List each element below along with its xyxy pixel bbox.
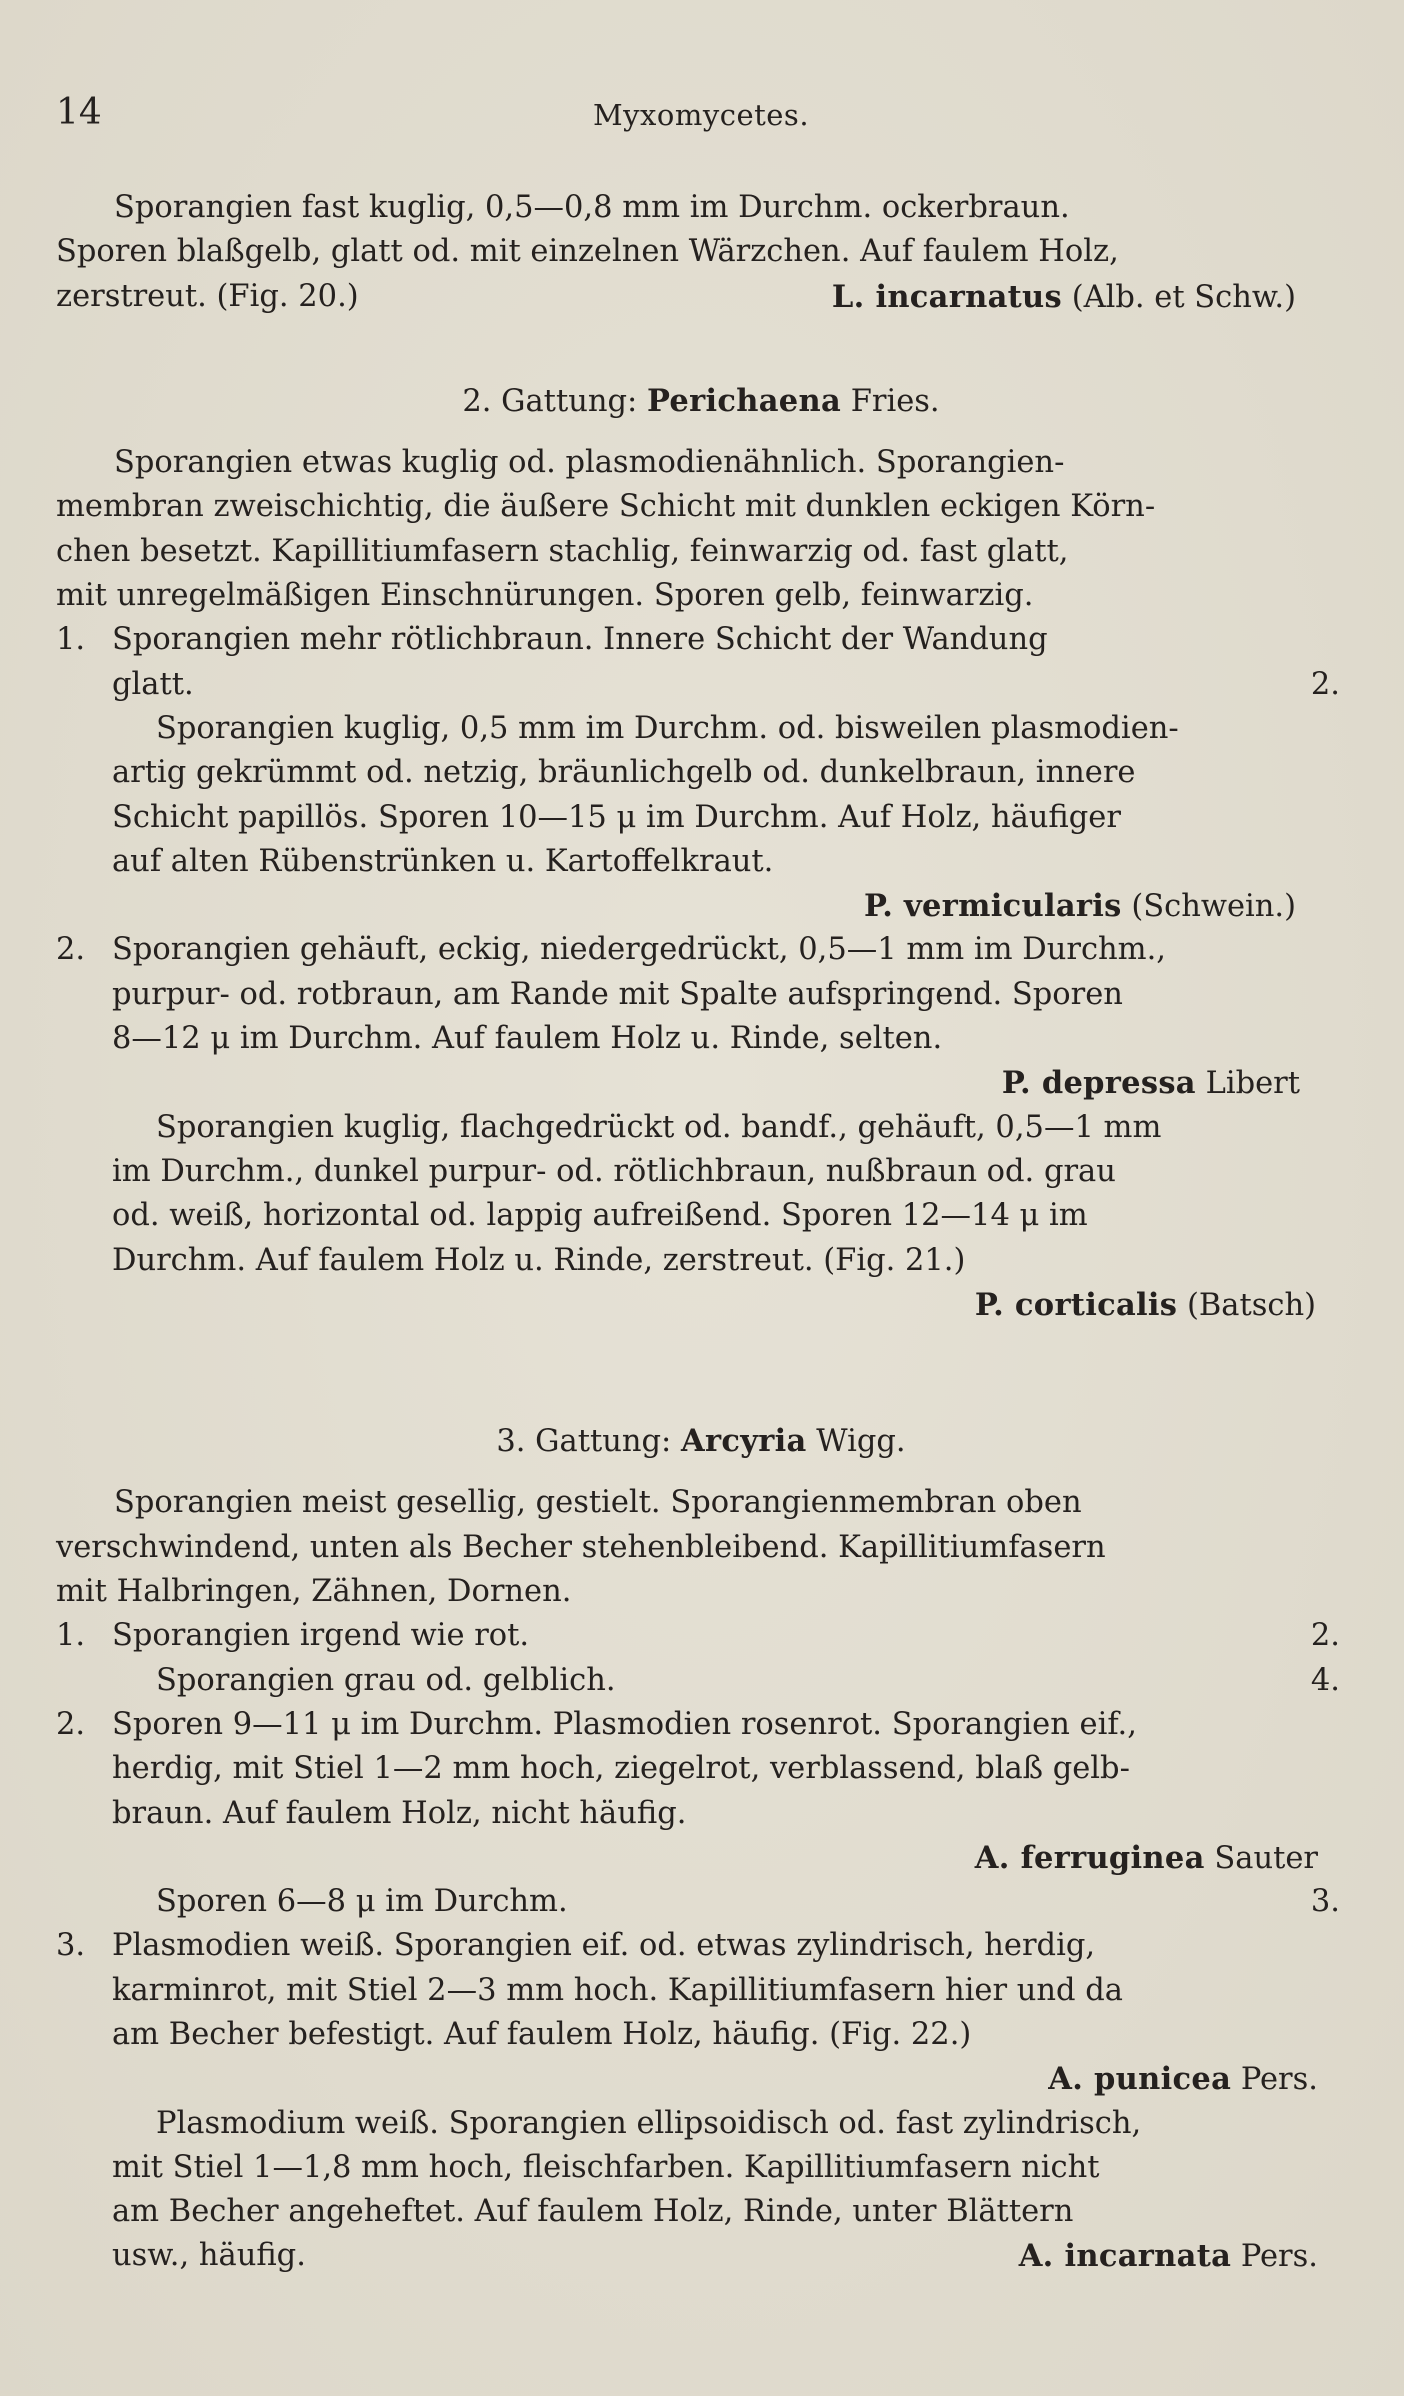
text-line: 8—12 μ im Durchm. Auf faulem Holz u. Rinde, selten. bbox=[112, 1021, 943, 1057]
species-name: A. incarnata Pers. bbox=[1018, 2238, 1318, 2275]
text-line: auf alten Rübenstrünken u. Kartoffelkraut. bbox=[112, 843, 774, 879]
species-line bbox=[56, 1283, 1346, 1327]
text-line: Sporangien kuglig, flachgedrückt od. bandf., gehäuft, 0,5—1 mm bbox=[156, 1109, 1162, 1145]
species-line bbox=[56, 2057, 1346, 2101]
text-line: od. weiß, horizontal od. lappig aufreißend. Sporen 12—14 μ im bbox=[112, 1198, 1088, 1234]
text-line: artig gekrümmt od. netzig, bräunlichgelb od. dunkelbraun, innere bbox=[112, 755, 1136, 791]
species-name: L. incarnatus (Alb. et Schw.) bbox=[831, 278, 1296, 315]
text-line: Sporangien grau od. gelblich. 4. bbox=[56, 1659, 1346, 1703]
text-line: im Durchm., dunkel purpur- od. rötlichbraun, nußbraun od. grau bbox=[112, 1153, 1116, 1189]
genus-heading: 2. Gattung: Perichaena Fries. bbox=[462, 382, 940, 419]
text-line: zerstreut. (Fig. 20.) L. incarnatus (Alb. et Schw.) bbox=[56, 275, 1346, 319]
text-line: am Becher befestigt. Auf faulem Holz, häufig. (Fig. 22.) bbox=[112, 2016, 972, 2052]
text-line: Sporangien fast kuglig, 0,5—0,8 mm im Durchm. ockerbraun. bbox=[114, 190, 1070, 225]
genus-heading: 3. Gattung: Arcyria Wigg. bbox=[496, 1423, 906, 1460]
text-line: purpur- od. rotbraun, am Rande mit Spalte aufspringend. Sporen bbox=[112, 976, 1123, 1012]
text-line: braun. Auf faulem Holz, nicht häufig. bbox=[112, 1795, 687, 1831]
text-line: usw., häufig. A. incarnata Pers. bbox=[56, 2234, 1346, 2278]
text-line: membran zweischichtig, die äußere Schicht mit dunklen eckigen Körn- bbox=[56, 489, 1156, 525]
text-line: verschwindend, unten als Becher stehenbleibend. Kapillitiumfasern bbox=[56, 1529, 1106, 1565]
species-line bbox=[56, 1836, 1346, 1880]
page-body bbox=[56, 186, 1346, 2279]
text-line: chen besetzt. Kapillitiumfasern stachlig, feinwarzig od. fast glatt, bbox=[56, 533, 1069, 569]
species-name: P. corticalis (Batsch) bbox=[974, 1286, 1316, 1323]
text-line: herdig, mit Stiel 1—2 mm hoch, ziegelrot, verblassend, blaß gelb- bbox=[112, 1751, 1130, 1787]
species-name: P. depressa Libert bbox=[1001, 1065, 1300, 1102]
species-name: A. punicea Pers. bbox=[1048, 2061, 1318, 2098]
key-ref: 2. bbox=[1310, 1618, 1340, 1654]
text-line: Sporen blaßgelb, glatt od. mit einzelnen Wärzchen. Auf faulem Holz, bbox=[56, 234, 1119, 270]
text-line: Plasmodium weiß. Sporangien ellipsoidisch od. fast zylindrisch, bbox=[156, 2105, 1142, 2141]
page-header bbox=[56, 92, 1346, 142]
key-ref: 2. bbox=[1310, 666, 1340, 702]
key-item: 2. Sporen 9—11 μ im Durchm. Plasmodien rosenrot. Sporangien eif., bbox=[56, 1706, 1137, 1742]
key-item: 1. Sporangien irgend wie rot. 2. bbox=[56, 1614, 1346, 1658]
running-title: Myxomycetes. bbox=[592, 98, 810, 132]
species-name: A. ferruginea Sauter bbox=[974, 1839, 1318, 1876]
key-ref: 3. bbox=[1310, 1884, 1340, 1920]
text-line: mit Stiel 1—1,8 mm hoch, fleischfarben. Kapillitiumfasern nicht bbox=[112, 2149, 1100, 2185]
text-line: Sporangien meist gesellig, gestielt. Sporangienmembran oben bbox=[114, 1485, 1082, 1521]
text-line: Sporen 6—8 μ im Durchm. 3. bbox=[56, 1880, 1346, 1924]
key-item: 3. Plasmodien weiß. Sporangien eif. od. etwas zylindrisch, herdig, bbox=[56, 1928, 1096, 1964]
text-line: karminrot, mit Stiel 2—3 mm hoch. Kapillitiumfasern hier und da bbox=[112, 1972, 1123, 2008]
key-ref: 4. bbox=[1310, 1662, 1340, 1698]
text-line: Durchm. Auf faulem Holz u. Rinde, zerstreut. (Fig. 21.) bbox=[112, 1242, 966, 1278]
text-line: Sporangien kuglig, 0,5 mm im Durchm. od. bisweilen plasmodien- bbox=[156, 710, 1179, 746]
text-line: mit Halbringen, Zähnen, Dornen. bbox=[56, 1574, 572, 1610]
key-item: 1. Sporangien mehr rötlichbraun. Innere Schicht der Wandung bbox=[56, 622, 1048, 658]
species-line bbox=[56, 1061, 1346, 1105]
text-line: mit unregelmäßigen Einschnürungen. Sporen gelb, feinwarzig. bbox=[56, 578, 1034, 614]
text-line: Sporangien etwas kuglig od. plasmodienähnlich. Sporangien- bbox=[114, 445, 1065, 481]
page-number: 14 bbox=[56, 92, 102, 133]
text-line: glatt. 2. bbox=[56, 663, 1346, 707]
key-item: 2. Sporangien gehäuft, eckig, niedergedrückt, 0,5—1 mm im Durchm., bbox=[56, 932, 1166, 968]
text-line: am Becher angeheftet. Auf faulem Holz, Rinde, unter Blättern bbox=[112, 2194, 1074, 2230]
species-line bbox=[56, 884, 1346, 928]
species-name: P. vermicularis (Schwein.) bbox=[864, 888, 1296, 925]
text-line: Schicht papillös. Sporen 10—15 μ im Durchm. Auf Holz, häufiger bbox=[112, 799, 1121, 835]
